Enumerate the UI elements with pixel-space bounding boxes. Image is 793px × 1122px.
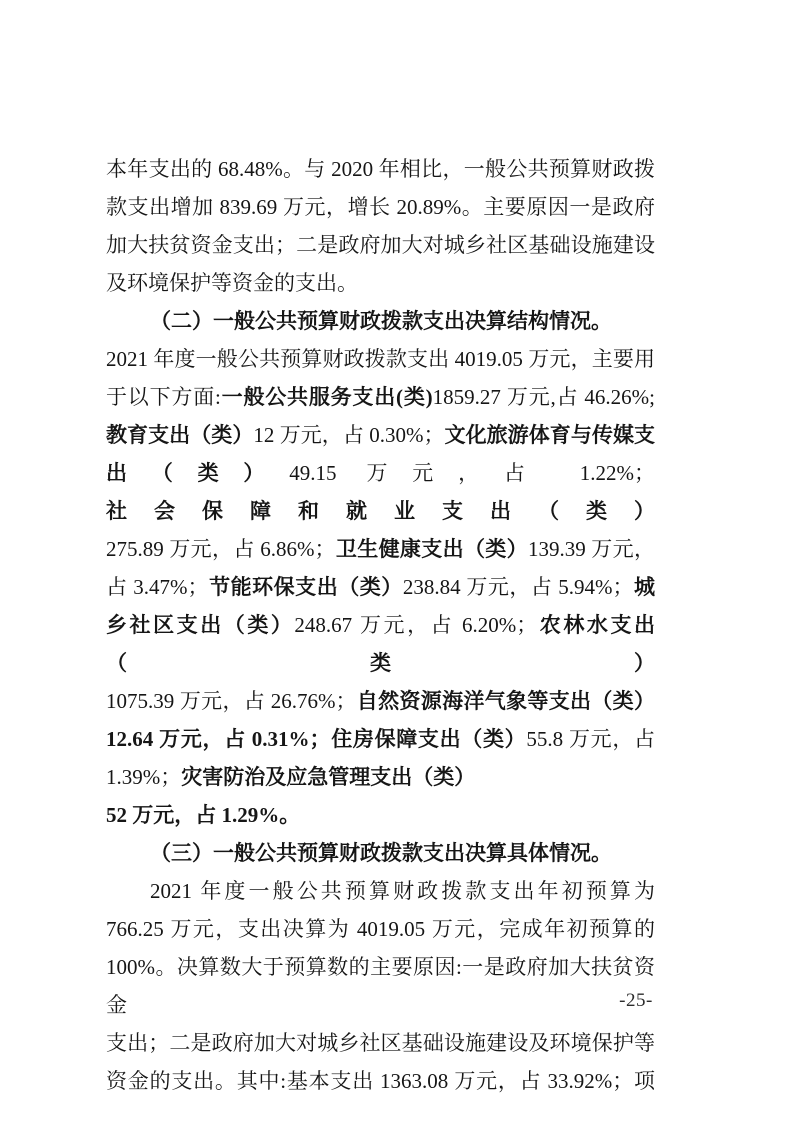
text-run: 1859.27 万元,占 46.26%; xyxy=(432,385,655,409)
text-run: 灾害防治及应急管理支出（类） xyxy=(181,765,476,789)
text-run: 社会保障和就业支出（类） xyxy=(106,499,655,523)
text-line xyxy=(106,454,655,530)
text-run: 住房保障支出（类） xyxy=(330,727,527,751)
text-run: 2021 年度一般公共预算财政拨款支出年初预算为 xyxy=(150,879,655,903)
document-body xyxy=(106,150,655,1100)
section-heading xyxy=(106,834,655,872)
text-run: 2021 年度一般公共预算财政拨款支出 4019.05 万元，主要用 xyxy=(106,347,655,371)
text-run: 卫生健康支出（类） xyxy=(335,537,528,561)
text-line xyxy=(106,910,655,948)
text-run: 248.67 万元，占 6.20%； xyxy=(294,613,538,637)
text-line xyxy=(106,188,655,226)
text-run: 出（类） xyxy=(106,461,290,485)
text-run: 52 万元，占 1.29%。 xyxy=(106,803,301,827)
text-run: 100%。决算数大于预算数的主要原因:一是政府加大扶贫资金 xyxy=(106,955,655,1017)
text-run: 文化旅游体育与传媒支 xyxy=(444,423,656,447)
text-run: 12.64 万元，占 0.31%； xyxy=(106,727,331,751)
text-line xyxy=(106,796,655,834)
text-run: 支出；二是政府加大对城乡社区基础设施建设及环境保护等 xyxy=(106,1031,655,1055)
text-line xyxy=(106,872,655,910)
text-run: 资金的支出。其中:基本支出 1363.08 万元，占 33.92%；项 xyxy=(106,1069,655,1093)
text-line xyxy=(106,720,655,758)
text-run: 教育支出（类） xyxy=(106,423,254,447)
text-line xyxy=(106,682,655,720)
text-run: 自然资源海洋气象等支出（类） xyxy=(356,689,656,713)
text-line xyxy=(106,606,655,682)
text-run: 加大扶贫资金支出；二是政府加大对城乡社区基础设施建设 xyxy=(106,233,655,257)
text-line xyxy=(106,758,655,796)
text-run: 占 3.47%； xyxy=(106,575,209,599)
text-run: 款支出增加 839.69 万元，增长 20.89%。主要原因一是政府 xyxy=(106,195,655,219)
text-run: 55.8 万元，占 xyxy=(526,727,656,751)
text-line xyxy=(106,530,655,568)
text-run: 及环境保护等资金的支出。 xyxy=(106,271,358,295)
text-line xyxy=(106,226,655,264)
text-run: 1.39%； xyxy=(106,765,182,789)
text-run: 农林水支出（类） xyxy=(106,613,655,675)
text-run: 139.39 万元， xyxy=(527,537,655,561)
text-run: 275.89 万元，占 6.86%； xyxy=(106,537,336,561)
page-number: -25- xyxy=(619,990,653,1011)
section-heading xyxy=(106,302,655,340)
text-line xyxy=(106,1062,655,1100)
text-run: 乡社区支出（类） xyxy=(106,613,295,637)
text-line xyxy=(106,340,655,378)
text-line xyxy=(106,948,655,1024)
text-line xyxy=(106,416,655,454)
text-run: 49.15 万元，占 1.22%； xyxy=(289,461,655,485)
text-run: 1075.39 万元，占 26.76%； xyxy=(106,689,357,713)
text-run: （二）一般公共预算财政拨款支出决算结构情况。 xyxy=(150,309,612,333)
text-line xyxy=(106,1024,655,1062)
text-run: （三）一般公共预算财政拨款支出决算具体情况。 xyxy=(150,841,612,865)
text-run: 766.25 万元，支出决算为 4019.05 万元，完成年初预算的 xyxy=(106,917,655,941)
text-run: 238.84 万元，占 5.94%； xyxy=(402,575,634,599)
text-run: 本年支出的 68.48%。与 2020 年相比，一般公共预算财政拨 xyxy=(106,157,655,181)
text-line xyxy=(106,150,655,188)
text-run: 节能环保支出（类） xyxy=(208,575,403,599)
text-line xyxy=(106,264,655,302)
text-line xyxy=(106,378,655,416)
text-run: 一般公共服务支出(类) xyxy=(220,385,433,409)
text-line xyxy=(106,568,655,606)
text-run: 城 xyxy=(633,575,655,599)
text-run: 于以下方面: xyxy=(106,385,221,409)
text-run: 12 万元，占 0.30%； xyxy=(253,423,445,447)
